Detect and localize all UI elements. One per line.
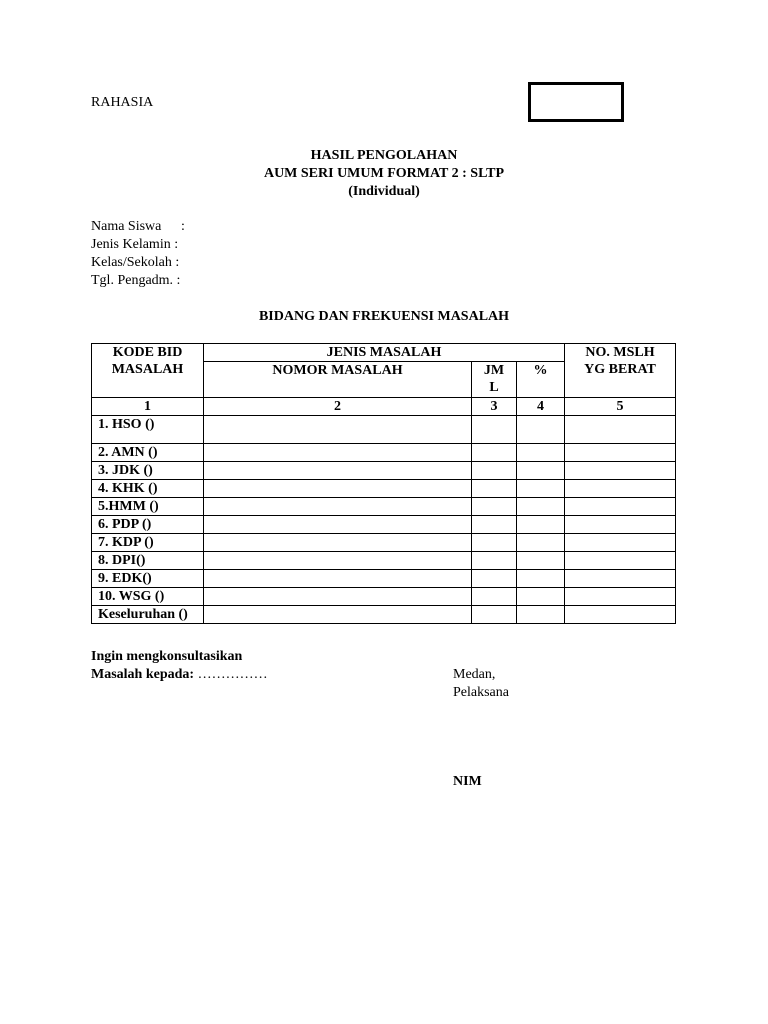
col-number: 2 — [204, 398, 472, 416]
table-row — [92, 480, 676, 498]
cell — [204, 444, 472, 462]
header-no-mslh — [565, 344, 676, 398]
header-kode — [92, 344, 204, 398]
table-row — [92, 498, 676, 516]
header-no-line2: YG BERAT — [584, 362, 656, 377]
table-row — [92, 444, 676, 462]
col-number: 4 — [517, 398, 565, 416]
classification-label: RAHASIA — [91, 95, 154, 110]
cell — [565, 498, 676, 516]
cell — [517, 534, 565, 552]
cell — [565, 588, 676, 606]
cell — [565, 462, 676, 480]
cell — [204, 516, 472, 534]
cell — [472, 570, 517, 588]
consult-line-1: Ingin mengkonsultasikan — [91, 649, 243, 664]
cell — [565, 444, 676, 462]
cell — [565, 416, 676, 444]
cell — [565, 534, 676, 552]
place-label: Medan, — [453, 667, 496, 682]
cell — [472, 480, 517, 498]
row-label: Keseluruhan () — [92, 606, 204, 624]
cell — [517, 606, 565, 624]
cell — [565, 480, 676, 498]
row-label: 10. WSG () — [92, 588, 204, 606]
cell — [565, 570, 676, 588]
cell — [204, 416, 472, 444]
problem-table — [91, 343, 676, 624]
consult-label: Masalah kepada: — [91, 667, 195, 682]
title-line-1: HASIL PENGOLAHAN — [310, 148, 458, 163]
row-label: 7. KDP () — [92, 534, 204, 552]
cell — [472, 534, 517, 552]
cell — [204, 462, 472, 480]
cell — [472, 416, 517, 444]
cell — [565, 606, 676, 624]
row-label: 1. HSO () — [92, 416, 204, 444]
cell — [565, 552, 676, 570]
cell — [472, 588, 517, 606]
cell — [472, 516, 517, 534]
header-jenis: JENIS MASALAH — [204, 344, 565, 362]
cell — [517, 498, 565, 516]
row-label: 6. PDP () — [92, 516, 204, 534]
cell — [472, 552, 517, 570]
nim-label: NIM — [453, 774, 482, 789]
field-nama-siswa — [91, 218, 185, 236]
row-label: 3. JDK () — [92, 462, 204, 480]
table-row — [92, 516, 676, 534]
cell — [472, 444, 517, 462]
field-separator: : — [175, 255, 180, 270]
field-separator: : — [176, 273, 181, 288]
field-tgl-pengadm — [91, 272, 180, 290]
cell — [472, 606, 517, 624]
header-no-line1: NO. MSLH — [585, 345, 655, 360]
header-jml-line1: JM — [483, 363, 505, 378]
header-pct: % — [517, 362, 565, 398]
cell — [517, 444, 565, 462]
header-kode-line1: KODE BID — [112, 345, 183, 360]
cell — [517, 416, 565, 444]
section-title: BIDANG DAN FREKUENSI MASALAH — [258, 309, 510, 324]
cell — [204, 534, 472, 552]
cell — [517, 552, 565, 570]
field-separator: : — [174, 237, 179, 252]
role-label: Pelaksana — [453, 685, 509, 700]
field-jenis-kelamin — [91, 236, 178, 254]
col-number: 1 — [92, 398, 204, 416]
cell — [204, 552, 472, 570]
consult-dots: …………… — [197, 667, 268, 682]
code-box — [528, 82, 624, 122]
table-row — [92, 570, 676, 588]
cell — [517, 516, 565, 534]
field-label: Tgl. Pengadm. — [91, 273, 174, 288]
cell — [204, 570, 472, 588]
field-label: Jenis Kelamin — [91, 237, 171, 252]
field-label: Kelas/Sekolah — [91, 255, 172, 270]
field-label: Nama Siswa — [91, 219, 162, 234]
row-label: 2. AMN () — [92, 444, 204, 462]
header-jml — [472, 362, 517, 398]
row-label: 5.HMM () — [92, 498, 204, 516]
field-separator: : — [181, 219, 185, 234]
header-nomor: NOMOR MASALAH — [204, 362, 472, 398]
cell — [472, 462, 517, 480]
row-label: 8. DPI() — [92, 552, 204, 570]
table-row — [92, 606, 676, 624]
title-line-3: (Individual) — [348, 184, 420, 199]
table-row — [92, 534, 676, 552]
consult-line-2 — [91, 666, 268, 684]
cell — [517, 462, 565, 480]
cell — [517, 480, 565, 498]
cell — [204, 588, 472, 606]
table-row — [92, 416, 676, 444]
title-line-2: AUM SERI UMUM FORMAT 2 : SLTP — [263, 166, 505, 181]
cell — [204, 606, 472, 624]
col-number: 3 — [472, 398, 517, 416]
cell — [204, 480, 472, 498]
table-row — [92, 462, 676, 480]
cell — [565, 516, 676, 534]
table-row — [92, 552, 676, 570]
col-number: 5 — [565, 398, 676, 416]
header-kode-line2: MASALAH — [111, 362, 184, 377]
cell — [204, 498, 472, 516]
field-kelas-sekolah — [91, 254, 179, 272]
row-label: 4. KHK () — [92, 480, 204, 498]
cell — [517, 570, 565, 588]
row-label: 9. EDK() — [92, 570, 204, 588]
cell — [517, 588, 565, 606]
cell — [472, 498, 517, 516]
table-row — [92, 588, 676, 606]
header-jml-line2: L — [489, 380, 499, 395]
